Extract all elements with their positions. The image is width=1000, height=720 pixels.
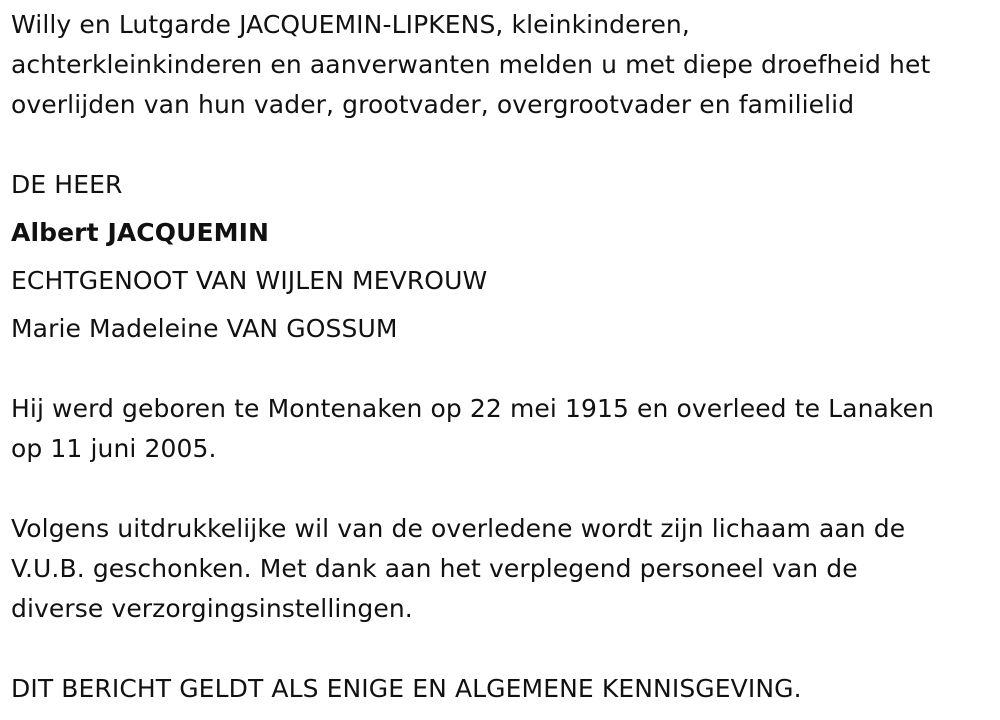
intro-line-2: achterkleinkinderen en aanverwanten melden u met diepe droefheid het [11, 50, 931, 79]
title-prefix: DE HEER [11, 170, 123, 199]
intro-line-1: Willy en Lutgarde JACQUEMIN-LIPKENS, kleinkinderen, [11, 10, 690, 39]
intro-line-3: overlijden van hun vader, grootvader, overgrootvader en familielid [11, 90, 855, 119]
wish-line-2: V.U.B. geschonken. Met dank aan het verplegend personeel van de [11, 554, 858, 583]
spouse-label: ECHTGENOOT VAN WIJLEN MEVROUW [11, 266, 488, 295]
spouse-name: Marie Madeleine VAN GOSSUM [11, 314, 398, 343]
wish-line-1: Volgens uitdrukkelijke wil van de overledene wordt zijn lichaam aan de [11, 514, 906, 543]
deceased-name: Albert JACQUEMIN [11, 218, 270, 247]
closing-notice: DIT BERICHT GELDT ALS ENIGE EN ALGEMENE KENNISGEVING. [11, 674, 802, 703]
birth-death-line-1: Hij werd geboren te Montenaken op 22 mei 1915 en overleed te Lanaken [11, 394, 935, 423]
wish-line-3: diverse verzorgingsinstellingen. [11, 594, 413, 623]
birth-death-line-2: op 11 juni 2005. [11, 434, 217, 463]
